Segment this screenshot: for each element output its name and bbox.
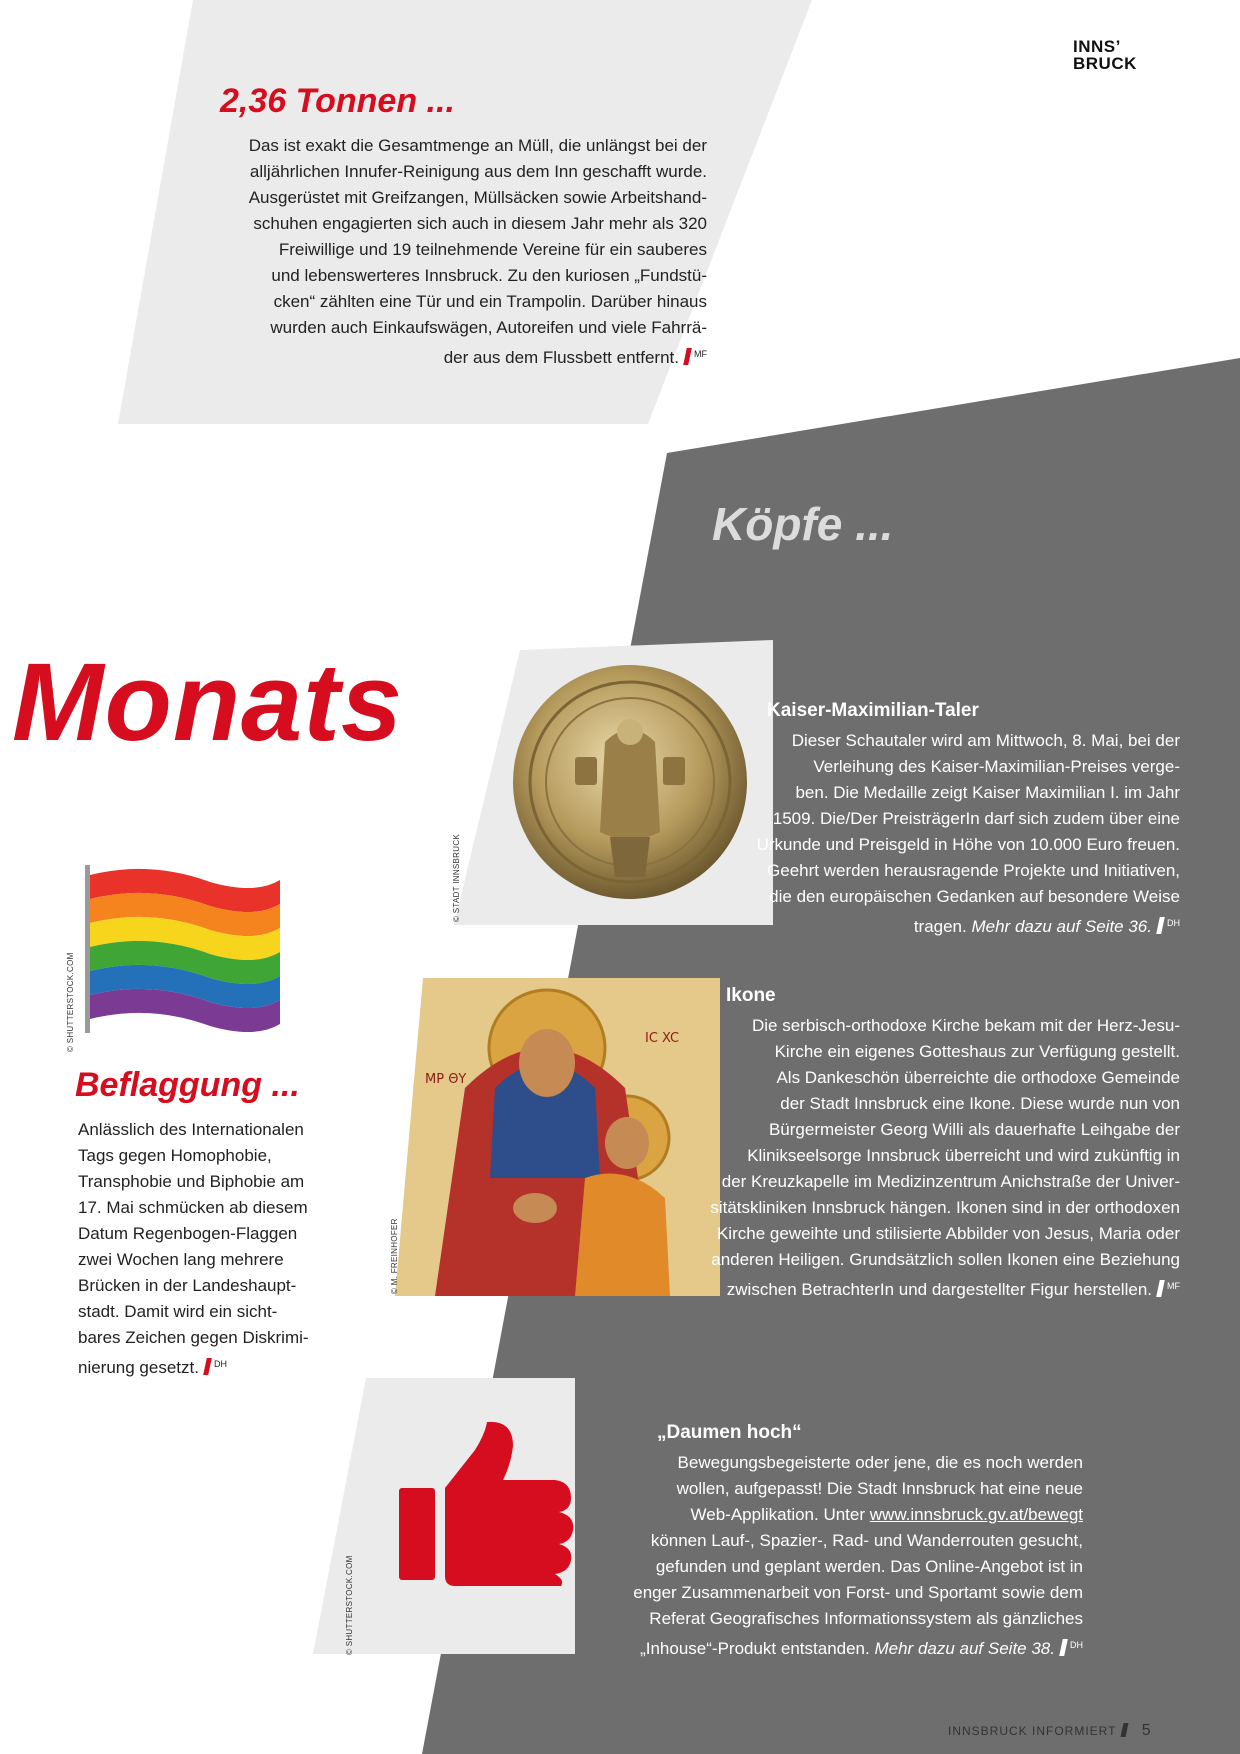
text-line: Als Dankeschön überreichte die orthodoxe Gemeinde (776, 1068, 1180, 1087)
page-number: 5 (1141, 1722, 1152, 1739)
taler-credit: © STADT INNSBRUCK (452, 833, 461, 922)
daumen-body: Bewegungsbegeisterte oder jene, die es noch werden wollen, aufgepasst! Die Stadt Innsbruck hat eine neue Web-Applikation. Unter www.innsbruck.gv.at/bewegt können Lauf-, Spazier-, Rad- und Wanderrouten gesucht, gefunden und geplant werden. Das Online-Angebot ist in enger Zusammenarbeit von Forst- und Sportamt sowie dem Referat Geografisches Informationssystem als gänzliches „Inhouse“-Produkt entstanden. Mehr dazu auf Seite 38. $^{DH}$ (633, 1453, 1083, 1658)
text-line: nierung gesetzt. $^{DH}$ (78, 1358, 227, 1377)
bewegt-link[interactable]: www.innsbruck.gv.at/bewegt (869, 1505, 1083, 1524)
innsbruck-logo: INNS’ BRUCK (1073, 37, 1137, 73)
koepfe-title: Köpfe ... (712, 498, 894, 550)
flag-credit: © SHUTTERSTOCK.COM (66, 952, 75, 1052)
text-line: Anlässlich des Internationalen (78, 1120, 304, 1139)
text-line: Bürgermeister Georg Willi als dauerhafte Leihgabe der (768, 1120, 1180, 1139)
footer-label: INNSBRUCK INFORMIERT (948, 1724, 1117, 1738)
daumen-more: Mehr dazu auf Seite 38. (874, 1639, 1055, 1658)
text-line: bares Zeichen gegen Diskrimi- (78, 1328, 309, 1347)
text-line: tragen. Mehr dazu auf Seite 36. $^{DH}$ (913, 917, 1180, 936)
footer (948, 1722, 1152, 1740)
text-line: der aus dem Flussbett entfernt. $^{MF}$ (443, 348, 707, 367)
tonnen-body (249, 133, 707, 371)
text-line: Urkunde und Preisgeld in Höhe von 10.000 Euro freuen. (756, 835, 1180, 854)
text-line: die den europäischen Gedanken auf besondere Weise (769, 887, 1180, 906)
text-line: sitätskliniken Innsbruck hängen. Ikonen sind in der orthodoxen (710, 1198, 1180, 1217)
text-line: anderen Heiligen. Grundsätzlich sollen Ikonen eine Beziehung (711, 1250, 1180, 1269)
tonnen-title: 2,36 Tonnen ... (220, 82, 455, 120)
text-line: Ausgerüstet mit Greifzangen, Müllsäcken sowie Arbeitshand- (248, 188, 707, 207)
monats-title: Monats (12, 641, 403, 764)
separator-mark (1121, 1723, 1129, 1737)
text-line: Freiwillige und 19 teilnehmende Vereine für ein sauberes (278, 240, 707, 259)
text-line: 17. Mai schmücken ab diesem (78, 1198, 308, 1217)
daumen-author: DH (1070, 1640, 1083, 1650)
ikone-author: MF (1167, 1281, 1180, 1291)
separator-mark (1156, 917, 1165, 934)
thumbs-up-icon (395, 1420, 585, 1590)
text-line: Transphobie und Biphobie am (78, 1172, 305, 1191)
separator-mark (203, 1358, 212, 1375)
daumen-title: „Daumen hoch“ (657, 1422, 802, 1443)
text-line: Das ist exakt die Gesamtmenge an Müll, die unlängst bei der (248, 136, 707, 155)
text-line: Kirche ein eigenes Gotteshaus zur Verfügung gestellt. (774, 1042, 1180, 1061)
text-line: wurden auch Einkaufswägen, Autoreifen und viele Fahrrä- (270, 318, 707, 337)
text-line: alljährlichen Innufer-Reinigung aus dem Inn geschafft wurde. (249, 162, 707, 181)
taler-title: Kaiser-Maximilian-Taler (767, 700, 979, 721)
ikone-left-letters: ΜΡ ΘΥ (425, 1072, 467, 1087)
taler-body (757, 728, 1180, 940)
text-line: der Kreuzkapelle im Medizinzentrum Anichstraße der Univer- (721, 1172, 1180, 1191)
text-line: enger Zusammenarbeit von Forst- und Sportamt sowie dem (633, 1583, 1083, 1602)
text-line: Kirche geweihte und stilisierte Abbilder von Jesus, Maria oder (716, 1224, 1180, 1243)
text-line: ben. Die Medaille zeigt Kaiser Maximilian I. im Jahr (795, 783, 1180, 802)
text-line: und lebenswerteres Innsbruck. Zu den kuriosen „Fundstü- (271, 266, 707, 285)
ikone-image (395, 978, 720, 1296)
separator-mark (683, 348, 692, 365)
ikone-title: Ikone (726, 985, 776, 1006)
text-line: cken“ zählten eine Tür und ein Trampolin. Darüber hinaus (273, 292, 707, 311)
rainbow-flag-image (40, 840, 290, 1035)
daumen-credit: © SHUTTERSTOCK.COM (345, 1555, 354, 1655)
beflaggung-body (78, 1117, 309, 1381)
text-line: Die serbisch-orthodoxe Kirche bekam mit der Herz-Jesu- (752, 1016, 1180, 1035)
text-line: zwei Wochen lang mehrere (78, 1250, 284, 1269)
beflaggung-author: DH (213, 1359, 227, 1369)
text-line: Referat Geografisches Informationssystem als gänzliches (649, 1609, 1083, 1628)
text-line: Klinikseelsorge Innsbruck überreicht und wird zukünftig in (747, 1146, 1180, 1165)
taler-coin-image (510, 662, 750, 902)
text-line: der Stadt Innsbruck eine Ikone. Diese wurde nun von (780, 1094, 1180, 1113)
separator-mark (1156, 1280, 1165, 1297)
tonnen-author: MF (694, 349, 707, 359)
text-line: Geehrt werden herausragende Projekte und Initiativen, (767, 861, 1180, 880)
beflaggung-title: Beflaggung ... (75, 1066, 300, 1104)
text-line: Brücken in der Landeshaupt- (78, 1276, 297, 1295)
ikone-body (710, 1013, 1180, 1303)
ikone-credit: © M. FREINHOFER (390, 1218, 399, 1294)
text-line: schuhen engagierten sich auch in diesem Jahr mehr als 320 (253, 214, 707, 233)
text-line: zwischen BetrachterIn und dargestellter Figur herstellen. $^{MF}$ (726, 1280, 1180, 1299)
text-line: gefunden und geplant werden. Das Online-Angebot ist in (655, 1557, 1083, 1576)
taler-author: DH (1167, 918, 1180, 928)
text-line: 1509. Die/Der PreisträgerIn darf sich zudem über eine (772, 809, 1180, 828)
text-line: Verleihung des Kaiser-Maximilian-Preises verge- (813, 757, 1180, 776)
text-line: stadt. Damit wird ein sicht- (78, 1302, 278, 1321)
text-line: Tags gegen Homophobie, (78, 1146, 272, 1165)
text-line: Datum Regenbogen-Flaggen (78, 1224, 298, 1243)
separator-mark (1059, 1639, 1068, 1656)
text-line: Dieser Schautaler wird am Mittwoch, 8. Mai, bei der (791, 731, 1180, 750)
text-line: können Lauf-, Spazier-, Rad- und Wanderrouten gesucht, (650, 1531, 1083, 1550)
ikone-right-letters: IC XC (645, 1031, 680, 1046)
taler-more: Mehr dazu auf Seite 36. (971, 917, 1152, 936)
